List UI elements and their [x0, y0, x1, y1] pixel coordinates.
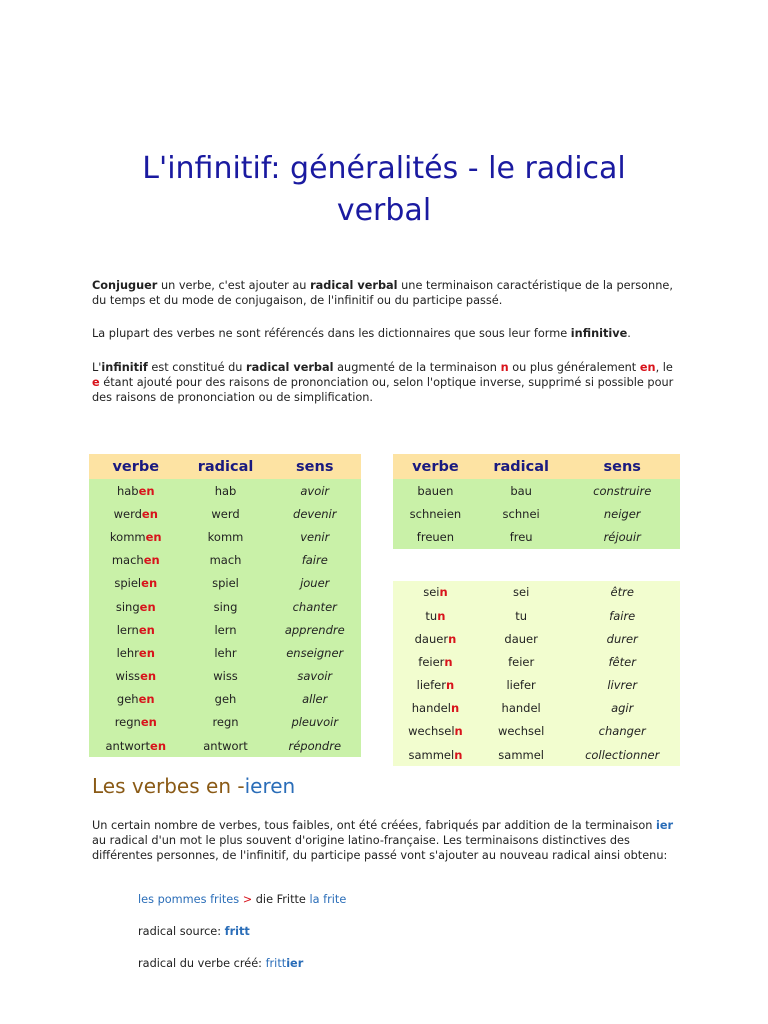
verb-ending: en: [141, 576, 158, 591]
cell-radical: handel: [478, 697, 565, 720]
header-radical: radical: [183, 454, 269, 479]
example-radical-source: radical source: fritt: [138, 925, 250, 938]
cell-sens: fêter: [564, 650, 680, 673]
cell-sens: avoir: [269, 479, 362, 502]
cell-verbe: wissen: [89, 665, 183, 688]
table-row: [89, 665, 361, 688]
page-title: L'infinitif: généralités - le radical verbal: [142, 151, 626, 228]
example-frites: les pommes frites > die Fritte la frite: [138, 893, 347, 906]
table-row: [89, 479, 361, 502]
example-radical-verbe: radical du verbe créé: frittier: [138, 957, 304, 970]
cell-sens: changer: [564, 720, 680, 743]
term-conjuguer: Conjuguer: [92, 279, 158, 292]
verb-ending: n: [439, 585, 448, 600]
verb-ending: en: [138, 645, 155, 660]
cell-verbe: wechseln: [393, 720, 478, 743]
cell-sens: jouer: [269, 572, 362, 595]
table-row: [89, 525, 361, 548]
cell-verbe: lernen: [89, 618, 183, 641]
cell-verbe: antworten: [89, 734, 183, 757]
cell-verbe: gehen: [89, 688, 183, 711]
cell-sens: venir: [269, 525, 362, 548]
header-verbe: verbe: [393, 454, 478, 479]
verb-ending: n: [446, 678, 455, 693]
cell-sens: pleuvoir: [269, 711, 362, 734]
verb-ending: en: [150, 738, 167, 753]
table-row: [393, 720, 680, 743]
cell-verbe: spielen: [89, 572, 183, 595]
cell-radical: antwort: [183, 734, 269, 757]
cell-verbe: schneien: [393, 502, 478, 525]
verb-table-en: [89, 454, 361, 757]
cell-sens: apprendre: [269, 618, 362, 641]
table-row: [393, 604, 680, 627]
verb-ending: en: [138, 622, 155, 637]
cell-verbe: sein: [393, 581, 478, 604]
cell-sens: livrer: [564, 674, 680, 697]
table-row: [89, 572, 361, 595]
intro-paragraph: Conjuguer un verbe, c'est ajouter au radical verbal une terminaison caractéristique de la personne, du temps et du mode de conjugaison, de l'infinitif ou du participe passé.: [92, 279, 673, 307]
cell-verbe: liefern: [393, 674, 478, 697]
cell-radical: wechsel: [478, 720, 565, 743]
infinitive-paragraph: L'infinitif est constitué du radical verbal augmenté de la terminaison n ou plus généralement en, le e étant ajouté pour des raisons de prononciation ou, selon l'optique inverse, supprimé si possible pour des raisons de prononciation ou de simplification.: [92, 361, 674, 404]
cell-verbe: singen: [89, 595, 183, 618]
cell-verbe: werden: [89, 502, 183, 525]
table-row: [393, 674, 680, 697]
table-row: [393, 581, 680, 604]
table-row: [89, 595, 361, 618]
cell-radical: schnei: [478, 502, 565, 525]
cell-radical: mach: [183, 549, 269, 572]
table-row: [89, 711, 361, 734]
cell-sens: être: [564, 581, 680, 604]
cell-verbe: haben: [89, 479, 183, 502]
table-header-row: [393, 454, 680, 479]
table-row: [393, 697, 680, 720]
cell-verbe: dauern: [393, 627, 478, 650]
section-heading-ieren: Les verbes en -ieren: [92, 774, 296, 798]
verb-ending: n: [448, 631, 457, 646]
cell-verbe: regnen: [89, 711, 183, 734]
cell-sens: faire: [564, 604, 680, 627]
table-row: [393, 650, 680, 673]
cell-radical: wiss: [183, 665, 269, 688]
verb-ending: n: [450, 701, 460, 716]
table-row: [89, 549, 361, 572]
cell-sens: enseigner: [269, 641, 362, 664]
cell-sens: construire: [564, 479, 680, 502]
cell-radical: geh: [183, 688, 269, 711]
cell-radical: liefer: [478, 674, 565, 697]
cell-verbe: feiern: [393, 650, 478, 673]
cell-sens: devenir: [269, 502, 362, 525]
header-radical: radical: [478, 454, 565, 479]
cell-radical: lehr: [183, 641, 269, 664]
verb-ending: en: [138, 483, 155, 498]
cell-radical: spiel: [183, 572, 269, 595]
spacer-row: [393, 549, 680, 572]
cell-radical: sing: [183, 595, 269, 618]
cell-sens: collectionner: [564, 743, 680, 766]
cell-verbe: lehren: [89, 641, 183, 664]
cell-radical: sei: [478, 581, 565, 604]
cell-verbe: freuen: [393, 525, 478, 548]
verb-ending: en: [140, 669, 157, 684]
cell-radical: freu: [478, 525, 565, 548]
table-header-row: [89, 454, 361, 479]
cell-verbe: machen: [89, 549, 183, 572]
verb-ending: en: [143, 553, 160, 568]
cell-verbe: sammeln: [393, 743, 478, 766]
cell-radical: komm: [183, 525, 269, 548]
verb-ending: en: [141, 506, 158, 521]
table-row: [89, 734, 361, 757]
cell-sens: faire: [269, 549, 362, 572]
cell-verbe: kommen: [89, 525, 183, 548]
cell-radical: lern: [183, 618, 269, 641]
cell-verbe: tun: [393, 604, 478, 627]
cell-sens: savoir: [269, 665, 362, 688]
verb-ending: en: [138, 692, 155, 707]
cell-sens: répondre: [269, 734, 362, 757]
table-row: [393, 627, 680, 650]
table-row: [393, 502, 680, 525]
cell-sens: agir: [564, 697, 680, 720]
cell-radical: dauer: [478, 627, 565, 650]
spacer-row: [393, 572, 680, 581]
verb-ending: en: [145, 529, 162, 544]
cell-radical: bau: [478, 479, 565, 502]
table-row: [89, 618, 361, 641]
cell-radical: sammel: [478, 743, 565, 766]
verb-ending: en: [139, 599, 156, 614]
dictionary-paragraph: La plupart des verbes ne sont référencés dans les dictionnaires que sous leur forme infinitive.: [92, 327, 631, 340]
cell-sens: aller: [269, 688, 362, 711]
cell-verbe: handeln: [393, 697, 478, 720]
table-row: [393, 525, 680, 548]
cell-radical: tu: [478, 604, 565, 627]
cell-sens: chanter: [269, 595, 362, 618]
verb-ending: n: [454, 747, 463, 762]
cell-sens: réjouir: [564, 525, 680, 548]
cell-sens: neiger: [564, 502, 680, 525]
cell-radical: hab: [183, 479, 269, 502]
ieren-paragraph: Un certain nombre de verbes, tous faibles, ont été créées, fabriqués par addition de la terminaison ier au radical d'un mot le plus souvent d'origine latino-française. Les terminaisons distinctives des différentes personnes, de l'infinitif, du participe passé vont s'ajouter au nouveau radical ainsi obtenu:: [92, 819, 674, 862]
table-row: [89, 688, 361, 711]
table-row: [393, 743, 680, 766]
cell-radical: regn: [183, 711, 269, 734]
header-sens: sens: [269, 454, 362, 479]
cell-radical: feier: [478, 650, 565, 673]
header-verbe: verbe: [89, 454, 183, 479]
table-row: [89, 502, 361, 525]
header-sens: sens: [564, 454, 680, 479]
table-row: [393, 479, 680, 502]
cell-verbe: bauen: [393, 479, 478, 502]
verb-table-n: [393, 454, 680, 766]
verb-ending: en: [140, 715, 157, 730]
verb-ending: n: [444, 654, 453, 669]
table-row: [89, 641, 361, 664]
cell-radical: werd: [183, 502, 269, 525]
verb-ending: n: [437, 608, 446, 623]
verb-ending: n: [454, 724, 463, 739]
cell-sens: durer: [564, 627, 680, 650]
